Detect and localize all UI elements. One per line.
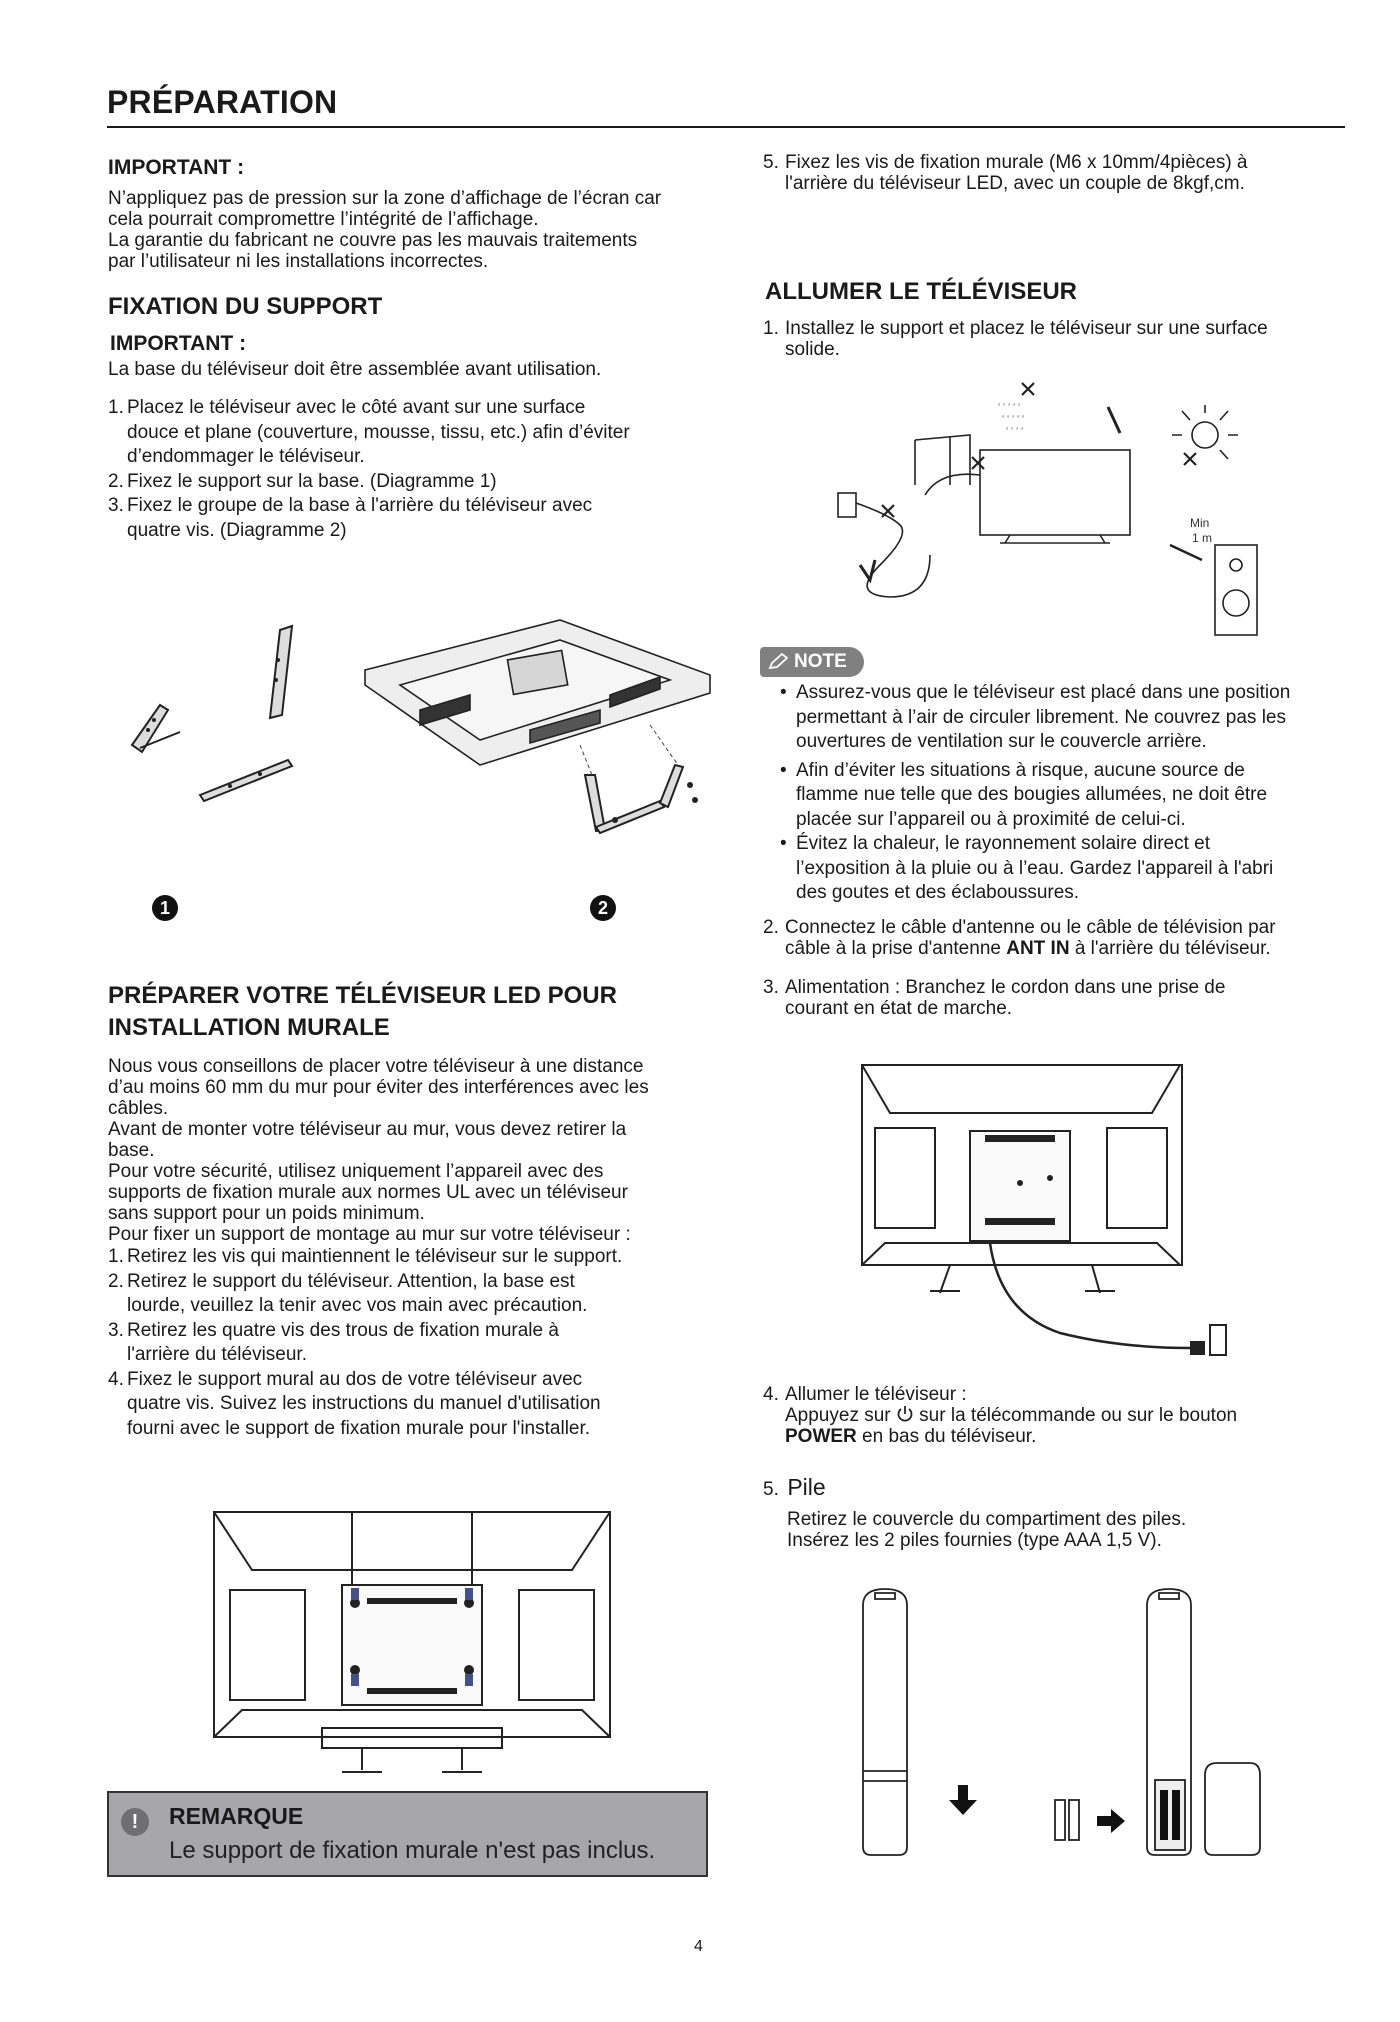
title-divider [107, 126, 1345, 128]
wall-mount-section [108, 980, 728, 1441]
text-line: solide. [785, 339, 840, 360]
text-line: supports de fixation murale aux normes UL avec un téléviseur [108, 1182, 628, 1203]
text-line: • Afin d’éviter les situations à risque, aucune source de [796, 759, 1245, 781]
heading-line: INSTALLATION MURALE [108, 1014, 390, 1041]
text-fragment: à l'arrière du téléviseur. [1069, 938, 1271, 959]
svg-text:‘ ‘ ‘ ‘ ‘: ‘ ‘ ‘ ‘ ‘ [998, 402, 1021, 413]
power-button-label: POWER [785, 1426, 857, 1447]
text-line: quatre vis. (Diagramme 2) [127, 519, 347, 541]
text-line: câbles. [108, 1098, 169, 1119]
list-item [108, 396, 728, 470]
list-item [763, 977, 1343, 1019]
list-item [108, 1245, 728, 1270]
remark-box [107, 1791, 708, 1877]
list-item [780, 759, 1350, 833]
text-line [785, 1426, 1343, 1447]
turn-on-step [763, 1384, 1343, 1447]
power-icon [896, 1405, 914, 1423]
note-list [780, 681, 1350, 906]
text-line: placée sur l’appareil ou à proximité de celui-ci. [796, 808, 1186, 830]
text-line: d’endommager le téléviseur. [127, 446, 365, 467]
text-line: quatre vis. Suivez les instructions du manuel d'utilisation [127, 1393, 601, 1414]
list-item [108, 1319, 728, 1368]
step-number: 1. [108, 397, 124, 418]
text-line: base. [108, 1140, 155, 1161]
exclamation-icon: ! [121, 1808, 149, 1836]
remote-battery-illustration [855, 1585, 1275, 1860]
text-line: Pour fixer un support de montage au mur sur votre téléviseur : [108, 1224, 631, 1245]
list-item [108, 1368, 728, 1442]
list-item [763, 152, 1343, 194]
text-line: permettant à l’air de circuler librement. Ne couvrez pas les [796, 706, 1286, 728]
text-line: Retirez les quatre vis des trous de fixation murale à [127, 1319, 559, 1341]
list-item [108, 494, 728, 543]
text-line: l’exposition à la pluie ou à l’eau. Gardez l'appareil à l'abri [796, 857, 1274, 879]
text-fragment: Appuyez sur [785, 1405, 896, 1426]
stand-important-heading: IMPORTANT : [110, 332, 247, 355]
stand-pieces-illustration [120, 620, 320, 820]
tv-placement-illustration [830, 375, 1270, 645]
antenna-step [763, 917, 1343, 959]
text-line: Pour votre sécurité, utilisez uniquement l’appareil avec des [108, 1161, 604, 1182]
step-number: 2. [763, 917, 779, 938]
distance-value-label: 1 m [1192, 531, 1213, 545]
text-line: par l’utilisateur ni les installations incorrectes. [108, 251, 489, 272]
text-line: Installez le support et placez le téléviseur sur une surface [785, 318, 1268, 339]
text-line: Fixez le groupe de la base à l'arrière du téléviseur avec [127, 495, 593, 516]
text-line: Connectez le câble d'antenne ou le câble de télévision par [785, 917, 1276, 938]
note-label [760, 647, 864, 677]
list-item [780, 681, 1350, 755]
step-number: 4. [763, 1384, 779, 1405]
text-line: Avant de monter votre téléviseur au mur, vous devez retirer la [108, 1119, 627, 1140]
text-line: douce et plane (couverture, mousse, tissu, etc.) afin d’éviter [127, 421, 630, 443]
text-line: Alimentation : Branchez le cordon dans une prise de [785, 977, 1226, 998]
important-heading: IMPORTANT : [108, 156, 245, 179]
tv-base-assembly-illustration [360, 615, 720, 845]
min-distance-label: Min [1190, 516, 1210, 530]
stand-section [108, 293, 728, 543]
text-line: sans support pour un poids minimum. [108, 1203, 425, 1224]
text-fragment: sur la télécommande ou sur le bouton [913, 1405, 1238, 1426]
step-number: 5. [763, 1479, 779, 1500]
list-item [763, 1384, 1343, 1447]
text-line [785, 938, 1343, 959]
step-number: 5. [763, 152, 779, 173]
wall-mount-intro [108, 1056, 728, 1245]
battery-step [763, 1474, 1343, 1551]
power-supply-step [763, 977, 1343, 1019]
text-line: Placez le téléviseur avec le côté avant sur une surface [127, 397, 586, 418]
text-line: l'arrière du téléviseur LED, avec un couple de 8kgf,cm. [785, 173, 1245, 194]
text-line: ouvertures de ventilation sur le couvercle arrière. [796, 731, 1207, 752]
power-on-heading: ALLUMER LE TÉLÉVISEUR [765, 278, 1078, 305]
step-number: 1. [763, 318, 779, 339]
step-number: 3. [108, 1319, 124, 1341]
diagram-label-2: 2 [590, 895, 616, 921]
text-line: lourde, veuillez la tenir avec vos main avec précaution. [127, 1295, 588, 1316]
text-line: Nous vous conseillons de placer votre téléviseur à une distance [108, 1056, 644, 1077]
text-fragment: câble à la prise d'antenne [785, 938, 1007, 959]
text-line: Retirez le support du téléviseur. Attention, la base est [127, 1270, 575, 1292]
text-line: Allumer le téléviseur : [785, 1384, 967, 1405]
power-on-step-1 [763, 318, 1343, 360]
step-number: 2. [108, 1270, 124, 1292]
page-title: PRÉPARATION [107, 84, 338, 120]
pencil-icon [768, 653, 790, 671]
step-number: 2. [108, 470, 124, 492]
list-item [780, 832, 1350, 906]
important-block [108, 156, 728, 272]
text-line: fourni avec le support de fixation murale pour l'installer. [127, 1417, 591, 1439]
tv-back-wall-mount-illustration [212, 1510, 612, 1780]
list-item [763, 318, 1343, 360]
text-line: des goutes et des éclaboussures. [796, 882, 1080, 903]
text-line: Insérez les 2 piles fournies (type AAA 1,5 V). [787, 1530, 1162, 1551]
text-fragment: en bas du téléviseur. [856, 1426, 1037, 1447]
text-line: Fixez le support sur la base. (Diagramme 1) [127, 470, 497, 492]
text-line: cela pourrait compromettre l’intégrité de l’affichage. [108, 209, 539, 230]
wall-mount-heading [108, 980, 728, 1044]
text-line: Fixez le support mural au dos de votre téléviseur avec [127, 1368, 583, 1390]
important-text [108, 188, 728, 272]
wall-screw-step [763, 152, 1343, 194]
stand-steps [108, 396, 728, 543]
text-line: Retirez le couvercle du compartiment des piles. [787, 1509, 1187, 1530]
step-number: 1. [108, 1246, 124, 1267]
diagram-label-1: 1 [152, 895, 178, 921]
stand-important-text: La base du téléviseur doit être assemblée avant utilisation. [108, 359, 602, 380]
stand-heading: FIXATION DU SUPPORT [108, 293, 383, 320]
text-line: La garantie du fabricant ne couvre pas les mauvais traitements [108, 230, 638, 251]
wall-mount-steps [108, 1245, 728, 1441]
text-line: courant en état de marche. [785, 998, 1013, 1019]
note-label-text: NOTE [794, 651, 847, 672]
tv-power-cord-illustration [860, 1063, 1260, 1373]
battery-text [787, 1509, 1343, 1551]
step-number: 3. [108, 495, 124, 516]
text-line [785, 1405, 1343, 1426]
svg-text:‘ ‘ ‘ ‘ ‘: ‘ ‘ ‘ ‘ ‘ [1002, 414, 1025, 425]
list-item [108, 470, 728, 495]
text-line: Retirez les vis qui maintiennent le téléviseur sur le support. [127, 1246, 623, 1267]
step-number: 3. [763, 977, 779, 998]
remark-text: Le support de fixation murale n'est pas inclus. [169, 1837, 656, 1864]
text-line: l'arrière du téléviseur. [127, 1344, 307, 1365]
svg-text:‘ ‘ ‘ ‘: ‘ ‘ ‘ ‘ [1006, 426, 1024, 437]
remark-heading: REMARQUE [169, 1803, 304, 1829]
list-item [763, 917, 1343, 959]
list-item [108, 1270, 728, 1319]
battery-heading: Pile [787, 1474, 826, 1500]
heading-line: PRÉPARER VOTRE TÉLÉVISEUR LED POUR [108, 982, 617, 1009]
ant-in-label: ANT IN [1006, 938, 1070, 959]
text-line: • Assurez-vous que le téléviseur est placé dans une position [796, 682, 1291, 703]
text-line: • Évitez la chaleur, le rayonnement solaire direct et [796, 833, 1210, 854]
page-number: 4 [694, 1938, 703, 1955]
text-line: flamme nue telle que des bougies allumées, ne doit être [796, 784, 1268, 805]
text-line: d’au moins 60 mm du mur pour éviter des interférences avec les [108, 1077, 649, 1098]
text-line: Fixez les vis de fixation murale (M6 x 10mm/4pièces) à [785, 152, 1248, 173]
step-number: 4. [108, 1368, 124, 1390]
text-line: N’appliquez pas de pression sur la zone d’affichage de l’écran car [108, 188, 662, 209]
